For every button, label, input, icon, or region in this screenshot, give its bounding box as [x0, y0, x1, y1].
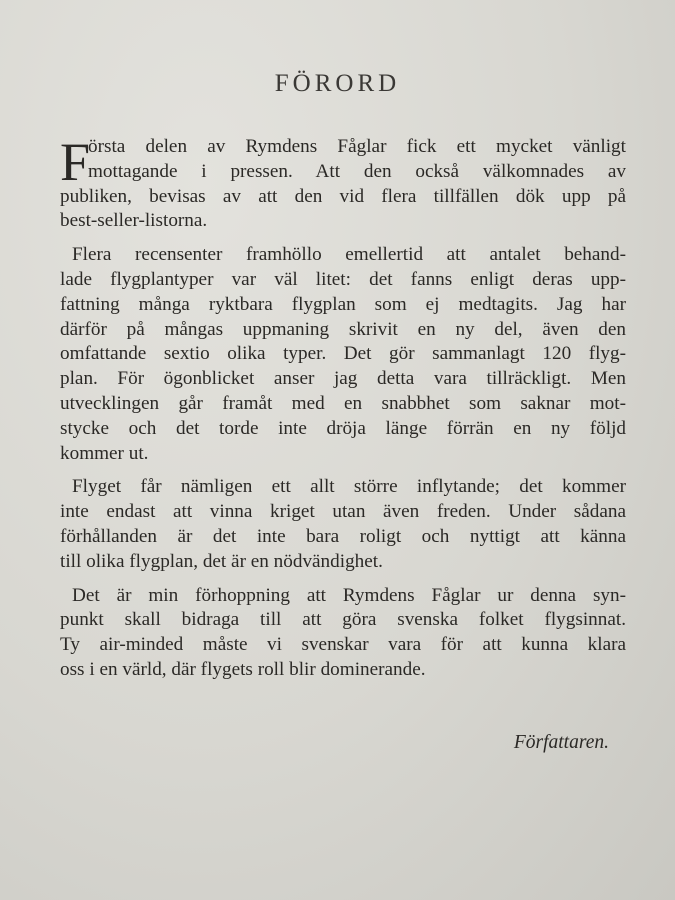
paragraph-4	[60, 584, 626, 683]
text-line: fattning många ryktbara flygplan som ej medtagits. Jag har	[60, 293, 626, 315]
text-line: inte endast att vinna kriget utan även freden. Under sådana	[60, 501, 626, 523]
text-line: punkt skall bidraga till att göra svenska folket flygsinnat.	[60, 609, 626, 631]
text-line: förhållanden är det inte bara roligt och nyttigt att känna	[60, 525, 626, 547]
text-line: utvecklingen går framåt med en snabbhet som saknar mot-	[60, 392, 626, 414]
text-line: kommer ut.	[60, 442, 149, 464]
text-line: best-seller-listorna.	[60, 210, 208, 232]
text-line: oss i en värld, där flygets roll blir dominerande.	[60, 658, 426, 680]
text-line: Flera recensenter framhöllo emellertid att antalet behand-	[72, 244, 626, 266]
signature: Författaren.	[513, 732, 609, 753]
text-line: plan. För ögonblicket anser jag detta vara tillräckligt. Men	[60, 368, 626, 390]
text-line: därför på mångas uppmaning skrivit en ny del, även den	[60, 318, 626, 340]
text-line: Ty air-minded måste vi svenskar vara för att kunna klara	[60, 634, 626, 656]
text-line: Det är min förhoppning att Rymdens Fåglar ur denna syn-	[72, 584, 626, 606]
paragraph-2	[60, 243, 626, 466]
page-title: FÖRORD	[274, 70, 401, 97]
text-line: örsta delen av Rymdens Fåglar fick ett mycket vänligt	[88, 136, 626, 157]
drop-cap: F	[60, 132, 91, 192]
text-line: omfattande sextio olika typer. Det gör sammanlagt 120 flyg-	[60, 343, 626, 365]
text-line: publiken, bevisas av att den vid flera tillfällen dök upp på	[60, 185, 626, 207]
paragraph-3	[60, 475, 626, 574]
text-line: till olika flygplan, det är en nödvändighet.	[60, 550, 383, 572]
paragraph-1	[60, 132, 626, 234]
text-line: stycke och det torde inte dröja länge förrän en ny följd	[60, 417, 626, 439]
text-line: Flyget får nämligen ett allt större inflytande; det kommer	[72, 476, 626, 498]
foreword-body	[60, 132, 626, 692]
text-line: lade flygplantyper var väl litet: det fanns enligt deras upp-	[60, 268, 626, 290]
text-line: mottagande i pressen. Att den också välkomnades av	[88, 160, 626, 182]
